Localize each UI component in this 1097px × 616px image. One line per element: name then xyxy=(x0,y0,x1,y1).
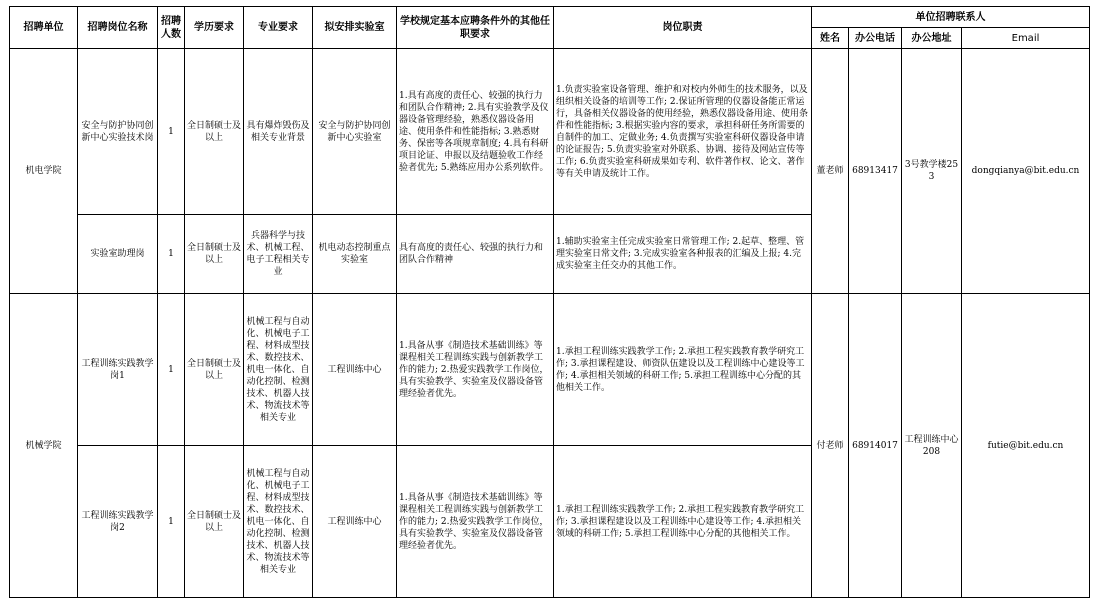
other-req-cell: 1.具有高度的责任心、较强的执行力和团队合作精神; 2.具有实验教学及仪器设备管理经验，熟悉仪器设备用途、使用条件和性能指标; 3.熟悉财务、保密等各项规章制度; 4.具有科研项目论证、申报以及结题验收工作经验者优先; 5.熟练应用办公系列软件。 xyxy=(397,49,554,215)
edu-cell: 全日制硕士及以上 xyxy=(185,49,244,215)
major-cell: 兵器科学与技术、机械工程、电子工程相关专业 xyxy=(244,215,313,294)
unit-cell: 机电学院 xyxy=(10,49,78,294)
unit-cell: 机械学院 xyxy=(10,294,78,598)
header-edu: 学历要求 xyxy=(185,7,244,49)
other-req-cell: 具有高度的责任心、较强的执行力和团队合作精神 xyxy=(397,215,554,294)
other-req-cell: 1.具备从事《制造技术基础训练》等课程相关工程训练实践与创新教学工作的能力; 2.热爱实践教学工作岗位，具有实验教学、实验室及仪器设备管理经验者优先。 xyxy=(397,294,554,446)
header-contact-address: 办公地址 xyxy=(902,28,962,49)
table-row xyxy=(10,49,1090,215)
header-major: 专业要求 xyxy=(244,7,313,49)
header-unit: 招聘单位 xyxy=(10,7,78,49)
duty-cell: 1.承担工程训练实践教学工作; 2.承担工程实践教育教学研究工作; 3.承担课程建设、师资队伍建设以及工程训练中心建设等工作; 4.承担相关领域的科研工作; 5.承担工程训练中心分配的其他相关工作。 xyxy=(554,294,812,446)
other-req-cell: 1.具备从事《制造技术基础训练》等课程相关工程训练实践与创新教学工作的能力; 2.热爱实践教学工作岗位，具有实验教学、实验室及仪器设备管理经验者优先。 xyxy=(397,446,554,598)
table-row xyxy=(10,294,1090,446)
contact-phone-cell: 68914017 xyxy=(849,294,902,598)
header-other-requirements: 学校规定基本应聘条件外的其他任职要求 xyxy=(397,7,554,49)
major-cell: 机械工程与自动化、机械电子工程、材料成型技术、数控技术、机电一体化、自动化控制、检测技术、机器人技术、物流技术等相关专业 xyxy=(244,446,313,598)
post-cell: 实验室助理岗 xyxy=(78,215,158,294)
post-cell: 安全与防护协同创新中心实验技术岗 xyxy=(78,49,158,215)
lab-cell: 机电动态控制重点实验室 xyxy=(313,215,397,294)
edu-cell: 全日制硕士及以上 xyxy=(185,215,244,294)
contact-email-cell: futie@bit.edu.cn xyxy=(962,294,1090,598)
post-cell: 工程训练实践教学岗1 xyxy=(78,294,158,446)
lab-cell: 安全与防护协同创新中心实验室 xyxy=(313,49,397,215)
duty-cell: 1.负责实验室设备管理、维护和对校内外师生的技术服务，以及组织相关设备的培训等工作; 2.保证所管理的仪器设备能正常运行，具备相关仪器设备的使用经验，熟悉仪器设备用途、使用条件和性能指标; 3.根据实验内容的要求，承担科研任务所需要的自制件的加工、定做业务; 4.负责撰写实验室科研仪器设备申请的论证报告; 5.负责实验室对外联系、协调、接待及网站宣传等工作; 6.负责实验室科研成果如专利、软件著作权、论文、著作等有关申请及统计工作。 xyxy=(554,49,812,215)
contact-address-cell: 工程训练中心208 xyxy=(902,294,962,598)
count-cell: 1 xyxy=(158,215,185,294)
duty-cell: 1.辅助实验室主任完成实验室日常管理工作; 2.起草、整理、管理实验室日常文件; 3.完成实验室各种报表的汇编及上报; 4.完成实验室主任交办的其他工作。 xyxy=(554,215,812,294)
major-cell: 具有爆炸毁伤及相关专业背景 xyxy=(244,49,313,215)
contact-email-cell: dongqianya@bit.edu.cn xyxy=(962,49,1090,294)
post-cell: 工程训练实践教学岗2 xyxy=(78,446,158,598)
header-contact-phone: 办公电话 xyxy=(849,28,902,49)
lab-cell: 工程训练中心 xyxy=(313,294,397,446)
count-cell: 1 xyxy=(158,49,185,215)
contact-name-cell: 付老师 xyxy=(812,294,849,598)
edu-cell: 全日制硕士及以上 xyxy=(185,294,244,446)
header-contact: 单位招聘联系人 xyxy=(812,7,1090,28)
header-lab: 拟安排实验室 xyxy=(313,7,397,49)
count-cell: 1 xyxy=(158,446,185,598)
edu-cell: 全日制硕士及以上 xyxy=(185,446,244,598)
contact-phone-cell: 68913417 xyxy=(849,49,902,294)
recruitment-table xyxy=(9,6,1090,598)
lab-cell: 工程训练中心 xyxy=(313,446,397,598)
major-cell: 机械工程与自动化、机械电子工程、材料成型技术、数控技术、机电一体化、自动化控制、检测技术、机器人技术、物流技术等相关专业 xyxy=(244,294,313,446)
header-count: 招聘人数 xyxy=(158,7,185,49)
duty-cell: 1.承担工程训练实践教学工作; 2.承担工程实践教育教学研究工作; 3.承担课程建设以及工程训练中心建设等工作; 4.承担相关领域的科研工作; 5.承担工程训练中心分配的其他相关工作。 xyxy=(554,446,812,598)
contact-name-cell: 董老师 xyxy=(812,49,849,294)
header-contact-email: Email xyxy=(962,28,1090,49)
header-contact-name: 姓名 xyxy=(812,28,849,49)
contact-address-cell: 3号教学楼253 xyxy=(902,49,962,294)
count-cell: 1 xyxy=(158,294,185,446)
header-post: 招聘岗位名称 xyxy=(78,7,158,49)
header-duty: 岗位职责 xyxy=(554,7,812,49)
